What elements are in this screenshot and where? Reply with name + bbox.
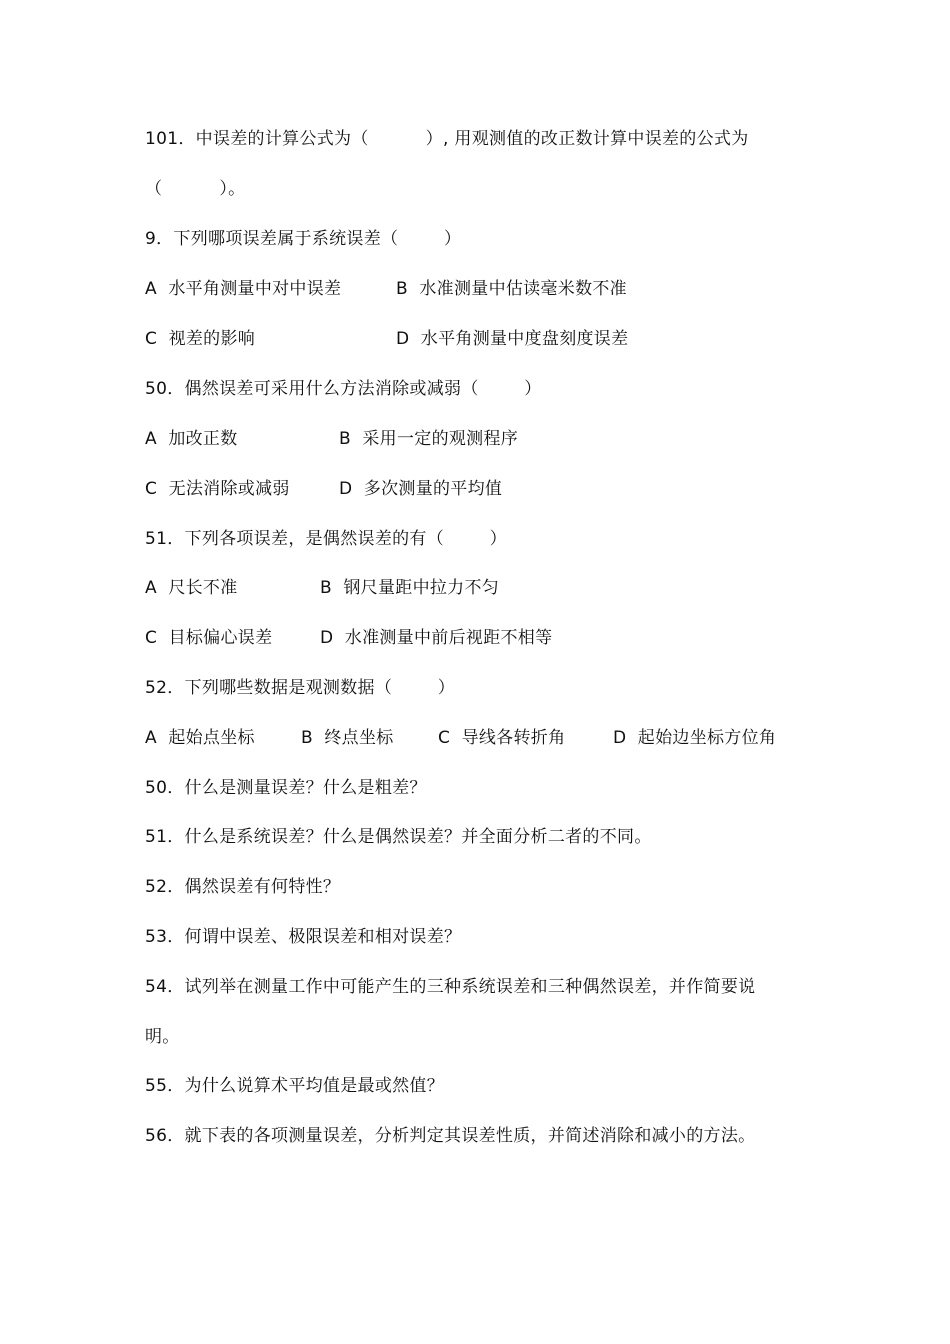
option-d: D 水平角测量中度盘刻度误差 [396, 329, 629, 349]
short-question-55: 55．为什么说算术平均值是最或然值？ [145, 1076, 445, 1096]
short-question-50: 50．什么是测量误差？什么是粗差？ [145, 778, 427, 798]
question-52: 52．下列哪些数据是观测数据（ ） [145, 678, 456, 698]
option-b: B 水准测量中估读毫米数不准 [396, 279, 627, 299]
option-c: C 无法消除或减弱 [145, 479, 290, 499]
option-c: C 视差的影响 [145, 329, 256, 349]
option-d: D 水准测量中前后视距不相等 [320, 628, 553, 648]
option-a: A 加改正数 [145, 429, 238, 449]
short-question-52: 52．偶然误差有何特性？ [145, 877, 341, 897]
short-question-51: 51．什么是系统误差？什么是偶然误差？并全面分析二者的不同。 [145, 827, 652, 847]
question-101-line-2: （ ）。 [145, 179, 246, 199]
option-c: C 目标偏心误差 [145, 628, 273, 648]
option-b: B 终点坐标 [301, 728, 394, 748]
option-d: D 多次测量的平均值 [339, 479, 503, 499]
short-question-56: 56．就下表的各项测量误差，分析判定其误差性质，并简述消除和减小的方法。 [145, 1126, 756, 1146]
option-b: B 采用一定的观测程序 [339, 429, 519, 449]
option-a: A 起始点坐标 [145, 728, 255, 748]
option-b: B 钢尺量距中拉力不匀 [320, 578, 500, 598]
question-51: 51．下列各项误差，是偶然误差的有（ ） [145, 529, 507, 549]
short-question-54-line-1: 54．试列举在测量工作中可能产生的三种系统误差和三种偶然误差，并作简要说 [145, 977, 756, 997]
option-d: D 起始边坐标方位角 [613, 728, 777, 748]
question-9: 9．下列哪项误差属于系统误差（ ） [145, 229, 462, 249]
option-a: A 水平角测量中对中误差 [145, 279, 342, 299]
option-a: A 尺长不准 [145, 578, 238, 598]
option-c: C 导线各转折角 [438, 728, 566, 748]
short-question-53: 53．何谓中误差、极限误差和相对误差？ [145, 927, 462, 947]
question-50: 50．偶然误差可采用什么方法消除或减弱（ ） [145, 379, 542, 399]
short-question-54-line-2: 明。 [145, 1027, 180, 1047]
question-101-line-1: 101．中误差的计算公式为（ ）, 用观测值的改正数计算中误差的公式为 [145, 129, 749, 149]
